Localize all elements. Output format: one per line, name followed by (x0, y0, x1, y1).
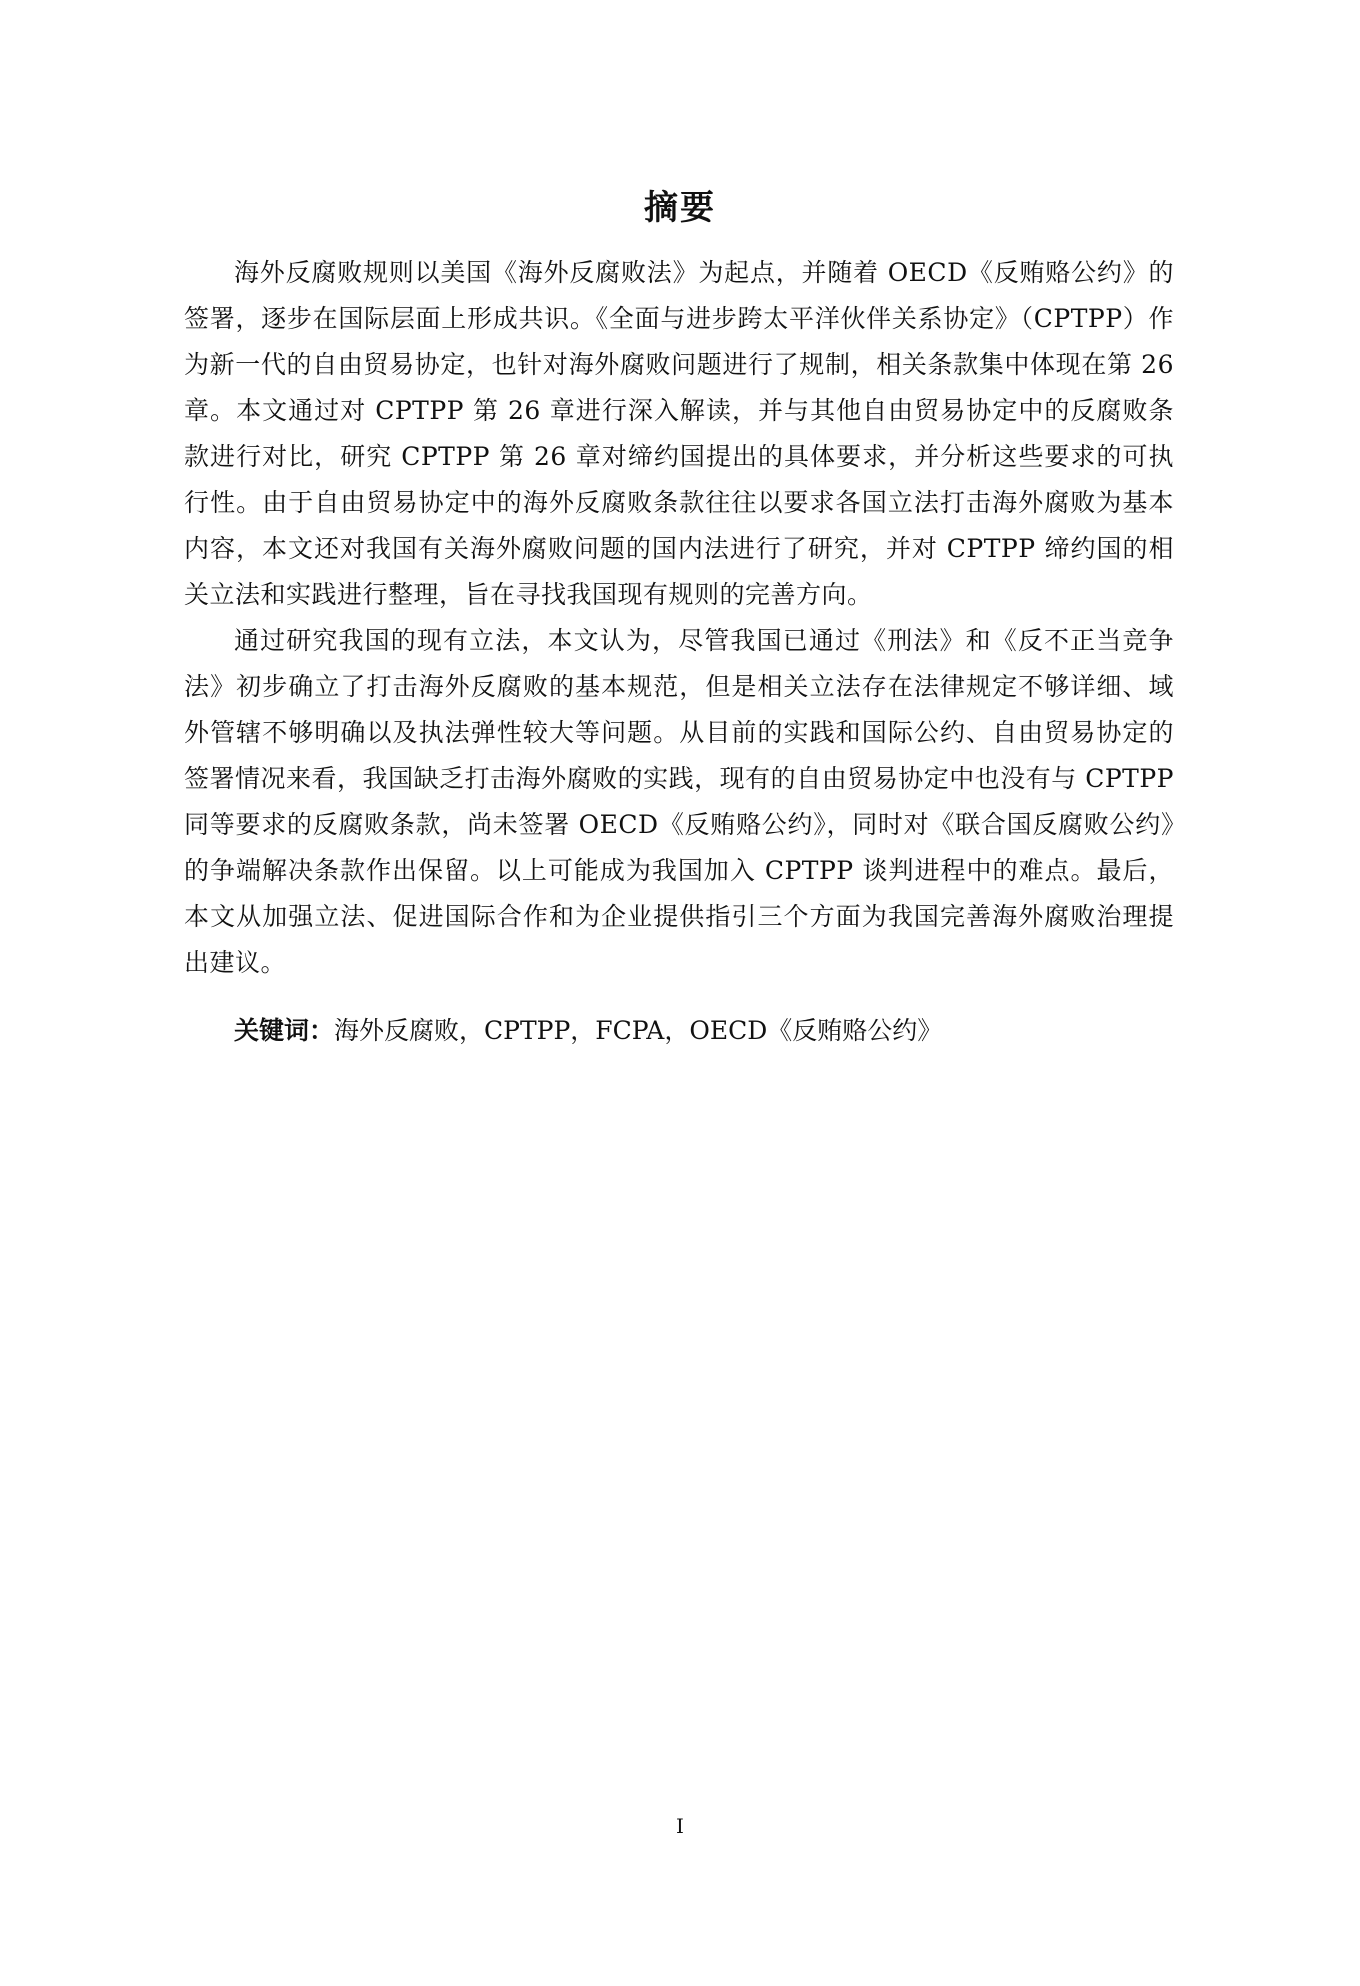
page-number: I (676, 1814, 684, 1838)
abstract-body (184, 250, 1174, 1054)
keywords-line (184, 1008, 1174, 1054)
abstract-title: 摘要 (644, 188, 716, 228)
abstract-paragraph-2: 通过研究我国的现有立法，本文认为，尽管我国已通过《刑法》和《反不正当竞争法》初步确立了打击海外反腐败的基本规范，但是相关立法存在法律规定不够详细、域外管辖不够明确以及执法弹性较大等问题。从目前的实践和国际公约、自由贸易协定的签署情况来看，我国缺乏打击海外腐败的实践，现有的自由贸易协定中也没有与 CPTPP 同等要求的反腐败条款，尚未签署 OECD《反贿赂公约》，同时对《联合国反腐败公约》的争端解决条款作出保留。以上可能成为我国加入 CPTPP 谈判进程中的难点。最后，本文从加强立法、促进国际合作和为企业提供指引三个方面为我国完善海外腐败治理提出建议。 (184, 626, 1174, 977)
keywords-label: 关键词： (234, 1016, 335, 1045)
keywords-text: 海外反腐败，CPTPP，FCPA，OECD《反贿赂公约》 (334, 1016, 943, 1045)
abstract-paragraph-1: 海外反腐败规则以美国《海外反腐败法》为起点，并随着 OECD《反贿赂公约》的签署，逐步在国际层面上形成共识。《全面与进步跨太平洋伙伴关系协定》（CPTPP）作为新一代的自由贸易协定，也针对海外腐败问题进行了规制，相关条款集中体现在第 26 章。本文通过对 CPTPP 第 26 章进行深入解读，并与其他自由贸易协定中的反腐败条款进行对比，研究 CPTPP 第 26 章对缔约国提出的具体要求，并分析这些要求的可执行性。由于自由贸易协定中的海外反腐败条款往往以要求各国立法打击海外腐败为基本内容，本文还对我国有关海外腐败问题的国内法进行了研究，并对 CPTPP 缔约国的相关立法和实践进行整理，旨在寻找我国现有规则的完善方向。 (184, 258, 1174, 609)
